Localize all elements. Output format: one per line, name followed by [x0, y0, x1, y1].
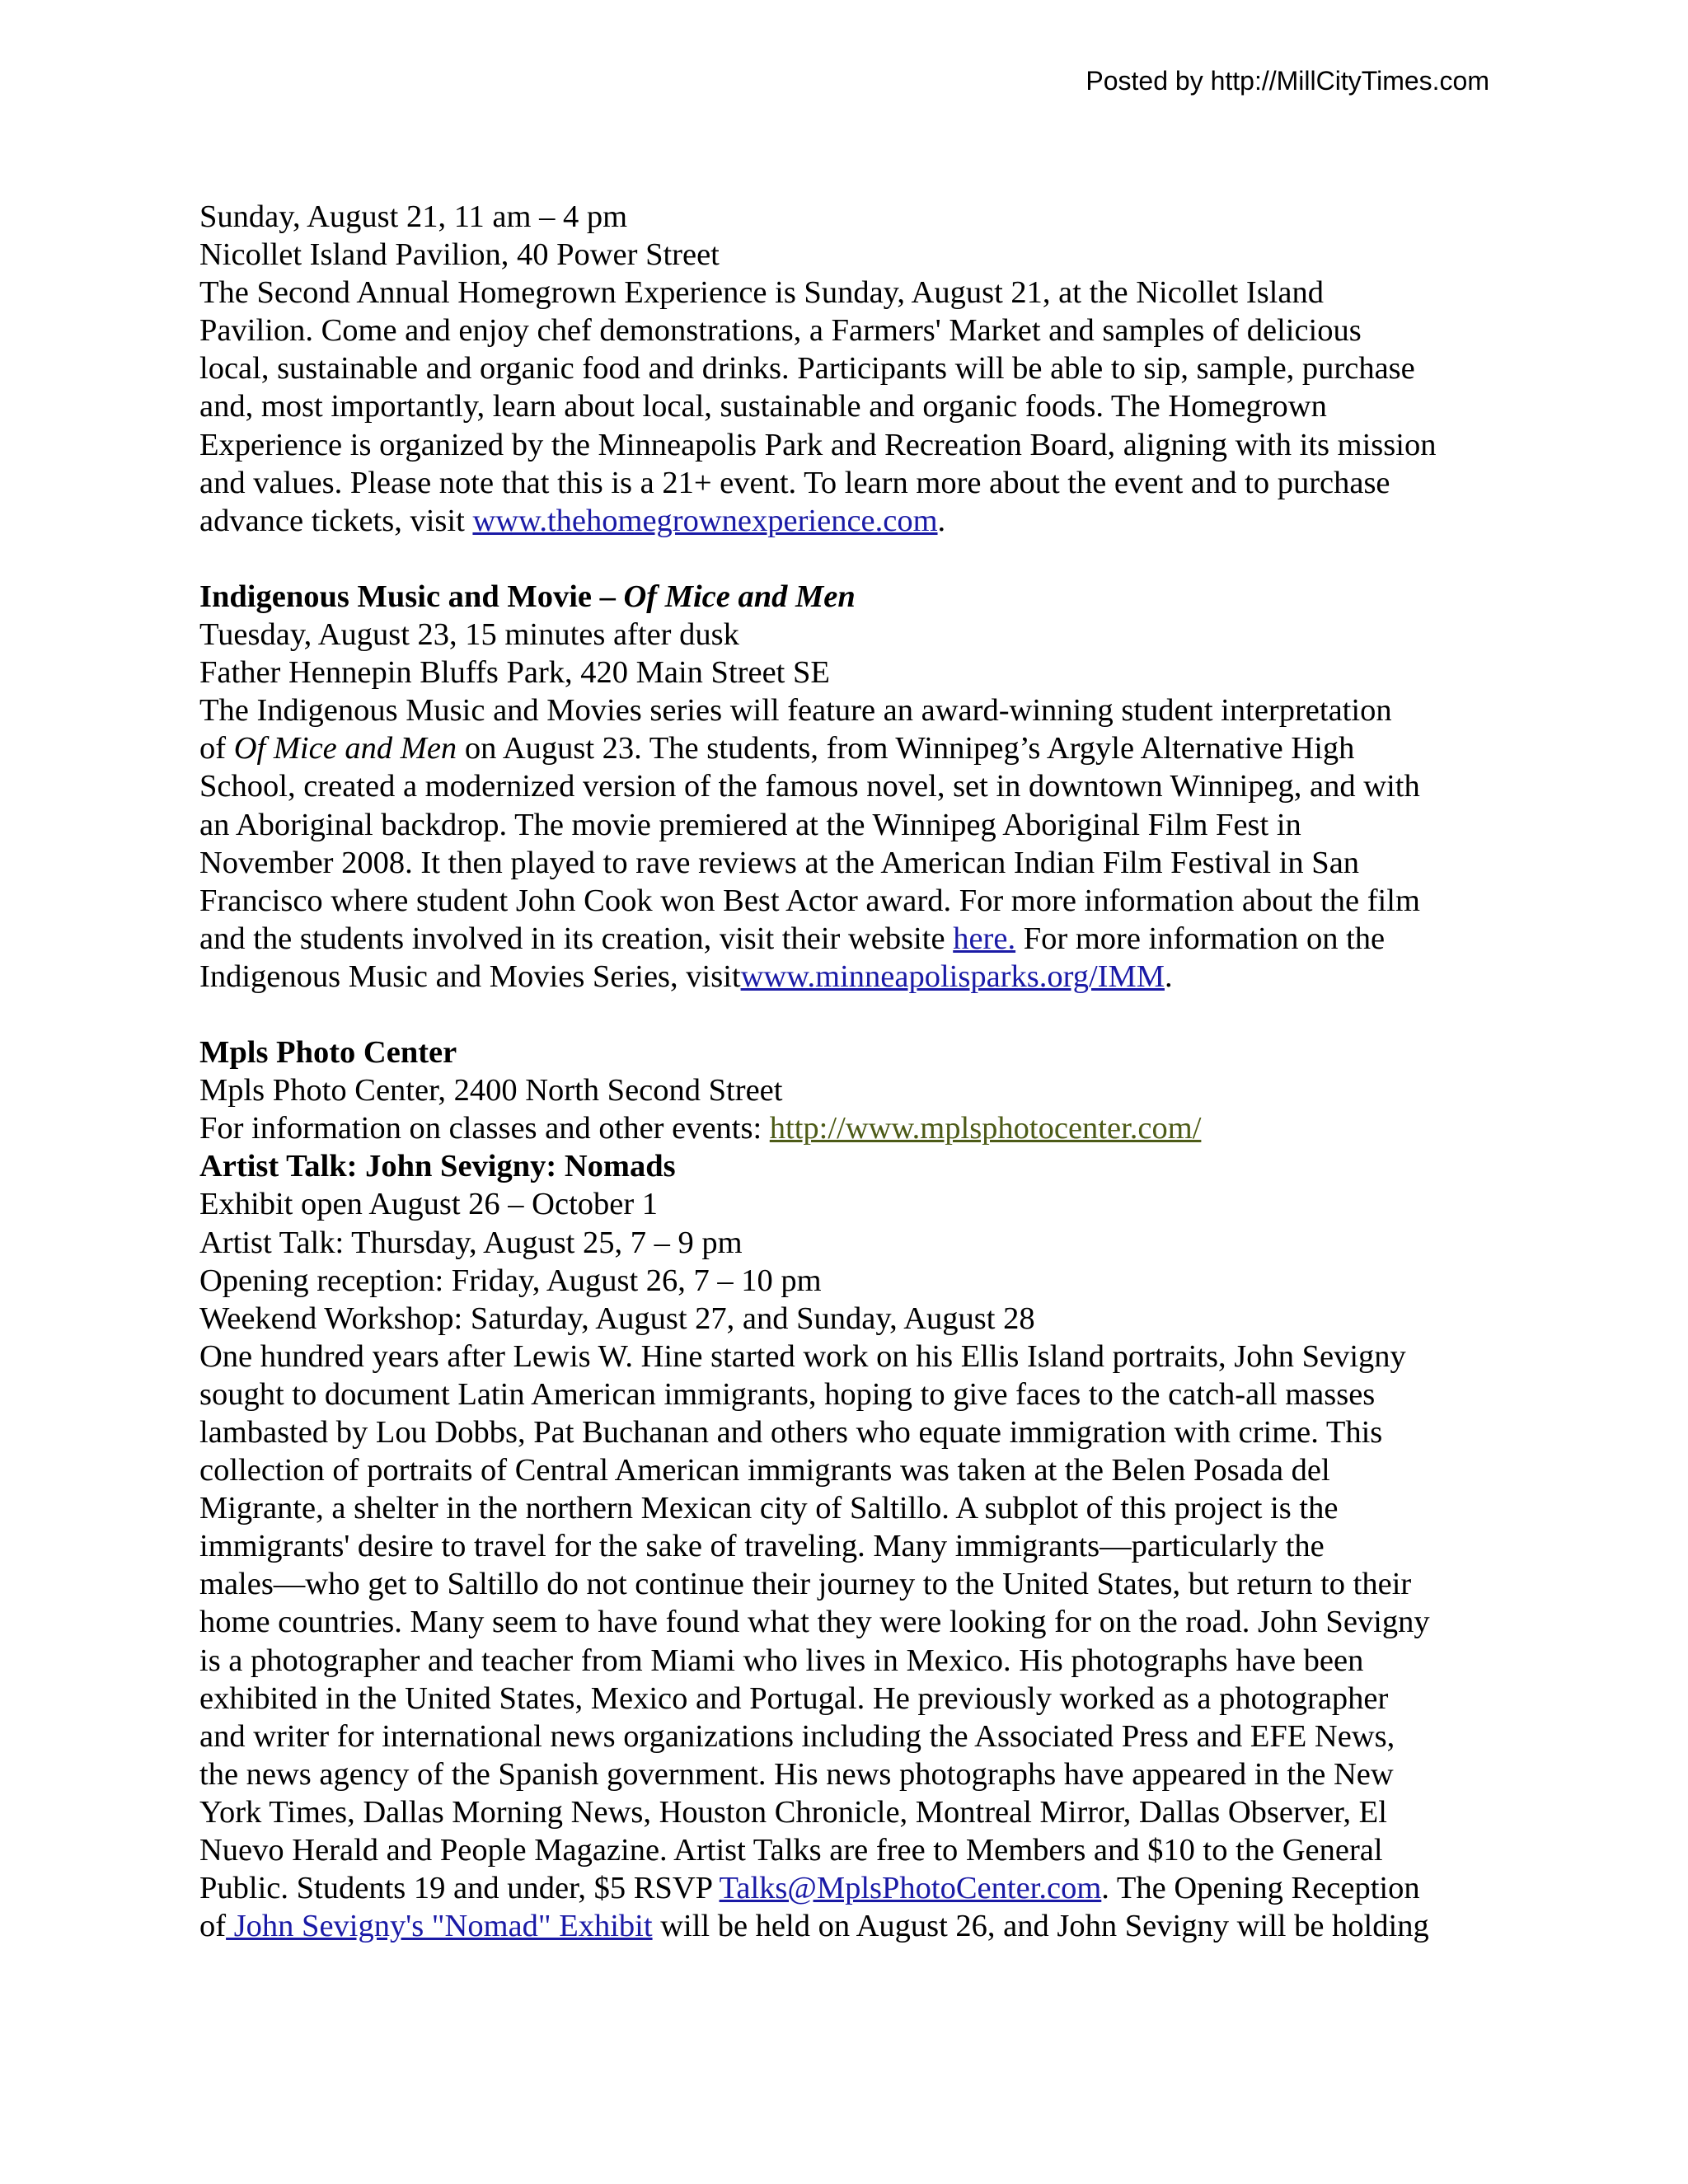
photo-center-website-link[interactable]: http://www.mplsphotocenter.com/	[769, 1111, 1202, 1146]
exhibit-detail-line: Artist Talk: Thursday, August 25, 7 – 9 pm	[199, 1225, 743, 1260]
imm-body-line	[199, 958, 1518, 996]
photo-body-line: lambasted by Lou Dobbs, Pat Buchanan and others who equate immigration with crime. This	[199, 1415, 1383, 1450]
imm-date: Tuesday, August 23, 15 minutes after dusk	[199, 617, 739, 653]
posted-by-header: Posted by http://MillCityTimes.com	[1085, 66, 1489, 96]
photo-body-line	[199, 1869, 1518, 1907]
homegrown-body-line: Experience is organized by the Minneapolis Park and Recreation Board, aligning with its mission	[199, 427, 1437, 462]
imm-title	[199, 578, 1518, 616]
photo-body-line: York Times, Dallas Morning News, Houston Chronicle, Montreal Mirror, Dallas Observer, El	[199, 1794, 1387, 1830]
homegrown-body-line	[199, 502, 1518, 540]
imm-text: of	[199, 731, 234, 766]
homegrown-date: Sunday, August 21, 11 am – 4 pm	[199, 199, 628, 234]
photo-body-line: collection of portraits of Central American immigrants was taken at the Belen Posada del	[199, 1453, 1330, 1488]
document-body	[199, 198, 1518, 1945]
photo-body-line: exhibited in the United States, Mexico and Portugal. He previously worked as a photographer	[199, 1680, 1389, 1716]
imm-title-bold: Indigenous Music and Movie –	[199, 579, 624, 614]
photo-body-line	[199, 1907, 1518, 1945]
homegrown-body-line: Pavilion. Come and enjoy chef demonstrations, a Farmers' Market and samples of delicious	[199, 313, 1362, 349]
homegrown-body-line: and values. Please note that this is a 21+ event. To learn more about the event and to purchase	[199, 465, 1390, 500]
photo-center-info	[199, 1109, 1518, 1147]
nomad-exhibit-link[interactable]: John Sevigny's "Nomad" Exhibit	[226, 1909, 653, 1944]
punctuation: .	[1164, 958, 1173, 994]
photo-body-line: sought to document Latin American immigrants, hoping to give faces to the catch-all masses	[199, 1376, 1376, 1412]
homegrown-location: Nicollet Island Pavilion, 40 Power Street	[199, 237, 720, 273]
photo-body-line: males—who get to Saltillo do not continue their journey to the United States, but return to their	[199, 1567, 1412, 1602]
punctuation: .	[937, 503, 946, 538]
homegrown-body-line: local, sustainable and organic food and drinks. Participants will be able to sip, sample, purchase	[199, 351, 1415, 387]
imm-body-line: The Indigenous Music and Movies series will feature an award-winning student interpretation	[199, 693, 1392, 729]
imm-location: Father Hennepin Bluffs Park, 420 Main Street SE	[199, 655, 830, 691]
photo-text: of	[199, 1909, 227, 1944]
exhibit-detail-line: Weekend Workshop: Saturday, August 27, and Sunday, August 28	[199, 1301, 1035, 1336]
photo-body-line: is a photographer and teacher from Miami who lives in Mexico. His photographs have been	[199, 1643, 1364, 1678]
rsvp-email-link[interactable]: Talks@MplsPhotoCenter.com	[719, 1871, 1102, 1906]
imm-website-link[interactable]: www.minneapolisparks.org/IMM	[740, 958, 1165, 994]
photo-body-line: the news agency of the Spanish government. His news photographs have appeared in the New	[199, 1756, 1394, 1792]
photo-text: . The Opening Reception	[1101, 1871, 1420, 1906]
photo-text: will be held on August 26, and John Sevigny will be holding	[652, 1909, 1429, 1944]
imm-body-line: November 2008. It then played to rave reviews at the American Indian Film Festival in San	[199, 845, 1360, 880]
homegrown-body-line: The Second Annual Homegrown Experience is Sunday, August 21, at the Nicollet Island	[199, 275, 1324, 311]
imm-title-italic: Of Mice and Men	[623, 579, 856, 614]
imm-here-link[interactable]: here.	[953, 921, 1016, 956]
photo-text: Public. Students 19 and under, $5 RSVP	[199, 1871, 720, 1906]
imm-body-line: Francisco where student John Cook won Best Actor award. For more information about the film	[199, 883, 1420, 918]
artist-talk-title: Artist Talk: John Sevigny: Nomads	[199, 1149, 676, 1184]
homegrown-website-link[interactable]: www.thehomegrownexperience.com	[472, 503, 938, 538]
homegrown-tickets-text: advance tickets, visit	[199, 503, 473, 538]
photo-body-line: immigrants' desire to travel for the sake of traveling. Many immigrants—particularly the	[199, 1529, 1325, 1564]
imm-body-line: School, created a modernized version of the famous novel, set in downtown Winnipeg, and with	[199, 769, 1420, 804]
photo-body-line: home countries. Many seem to have found what they were looking for on the road. John Sevigny	[199, 1605, 1430, 1640]
exhibit-detail-line: Exhibit open August 26 – October 1	[199, 1187, 659, 1222]
imm-text: For more information on the	[1015, 921, 1386, 956]
imm-body-line: an Aboriginal backdrop. The movie premiered at the Winnipeg Aboriginal Film Fest in	[199, 807, 1301, 842]
photo-body-line: Nuevo Herald and People Magazine. Artist Talks are free to Members and $10 to the General	[199, 1833, 1383, 1868]
imm-text: Indigenous Music and Movies Series, visit	[199, 958, 741, 994]
photo-body-line: Migrante, a shelter in the northern Mexican city of Saltillo. A subplot of this project is the	[199, 1491, 1339, 1526]
photo-body-line: One hundred years after Lewis W. Hine started work on his Ellis Island portraits, John Sevigny	[199, 1338, 1406, 1374]
imm-text: and the students involved in its creation, visit their website	[199, 921, 954, 956]
photo-center-address: Mpls Photo Center, 2400 North Second Street	[199, 1073, 783, 1108]
imm-text: on August 23. The students, from Winnipeg’s Argyle Alternative High	[457, 731, 1355, 766]
photo-center-title: Mpls Photo Center	[199, 1035, 457, 1071]
exhibit-detail-line: Opening reception: Friday, August 26, 7 – 10 pm	[199, 1263, 822, 1298]
photo-info-text: For information on classes and other events:	[199, 1111, 770, 1146]
imm-body-line	[199, 729, 1518, 767]
imm-film-title: Of Mice and Men	[233, 731, 457, 766]
photo-body-line: and writer for international news organizations including the Associated Press and EFE News,	[199, 1718, 1395, 1754]
homegrown-body-line: and, most importantly, learn about local, sustainable and organic foods. The Homegrown	[199, 389, 1327, 424]
imm-body-line	[199, 920, 1518, 958]
